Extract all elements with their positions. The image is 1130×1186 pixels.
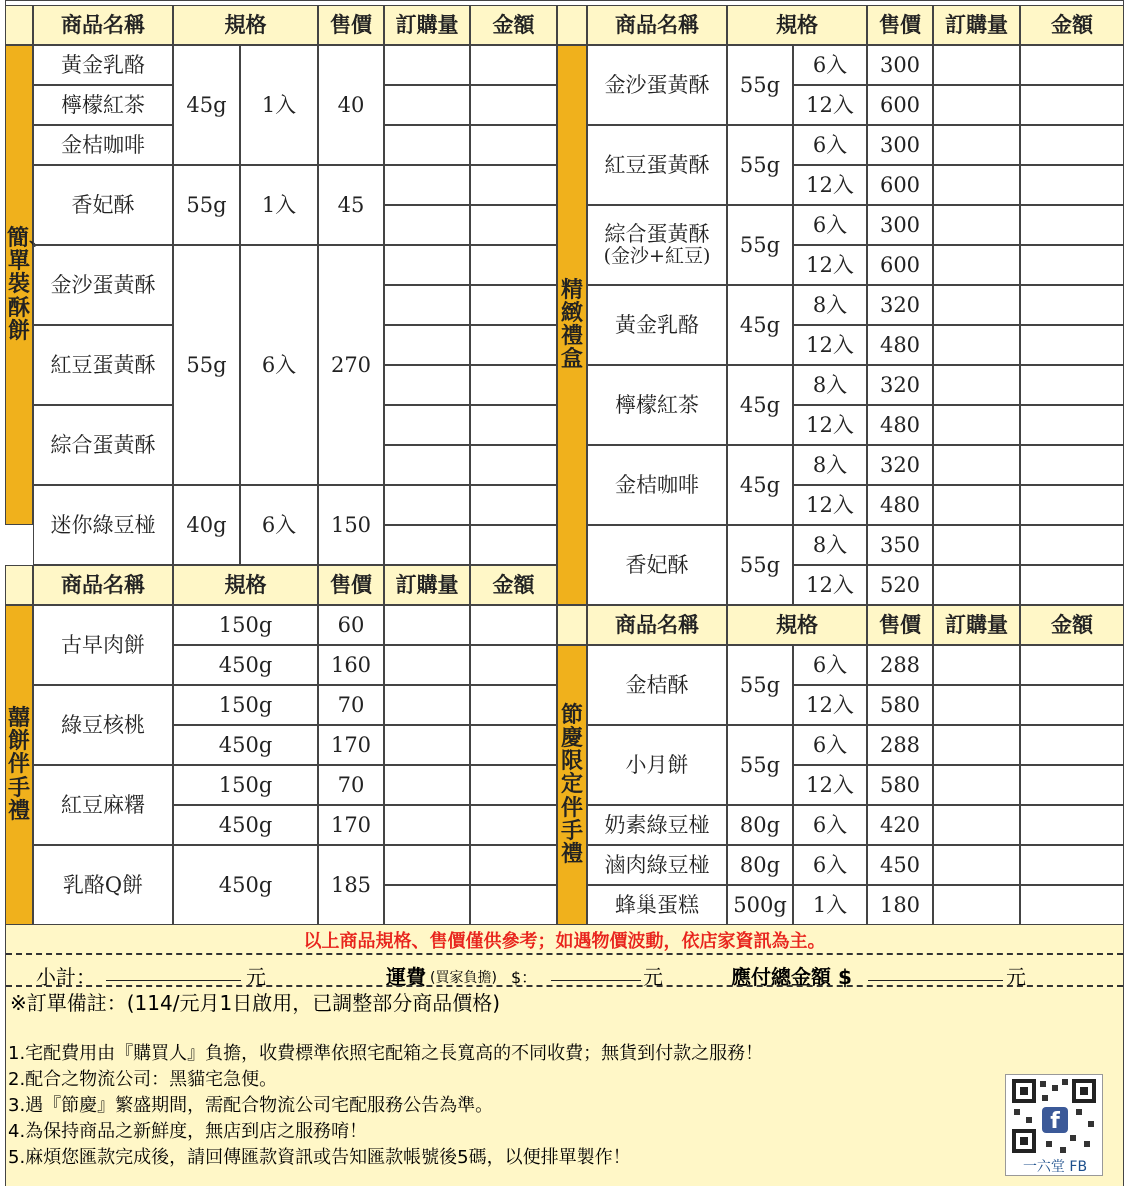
price: 600	[867, 165, 933, 205]
qty-cell[interactable]	[384, 405, 470, 445]
shipping-unit: 元	[643, 965, 663, 989]
spec-pack: 6入	[793, 805, 867, 845]
amount-cell[interactable]	[1020, 45, 1124, 85]
qty-cell[interactable]	[933, 485, 1020, 525]
amount-cell[interactable]	[470, 165, 557, 205]
amount-cell[interactable]	[470, 525, 557, 565]
spec-pack: 1入	[240, 45, 318, 165]
product-name: 金沙蛋黃酥	[587, 45, 727, 125]
giftbox-header-spec: 規格	[727, 5, 867, 45]
qty-cell[interactable]	[933, 565, 1020, 605]
price: 350	[867, 525, 933, 565]
note-item: 5.麻煩您匯款完成後，請回傳匯款資訊或告知匯款帳號後5碼，以便排單製作！	[8, 1147, 631, 1168]
price: 480	[867, 325, 933, 365]
wedding-header-price: 售價	[318, 565, 384, 605]
total-blank[interactable]	[868, 980, 1003, 981]
spec-weight: 55g	[173, 245, 240, 485]
qty-cell[interactable]	[384, 205, 470, 245]
qty-cell[interactable]	[384, 885, 470, 925]
amount-cell[interactable]	[470, 845, 557, 885]
festival-header-spec: 規格	[727, 605, 867, 645]
price: 580	[867, 765, 933, 805]
spec-pack: 12入	[793, 325, 867, 365]
qty-cell[interactable]	[384, 445, 470, 485]
qr-label: 一六堂 FB	[1022, 1159, 1088, 1175]
price: 420	[867, 805, 933, 845]
qty-cell[interactable]	[933, 165, 1020, 205]
qty-cell[interactable]	[384, 485, 470, 525]
category-label-gift_box	[557, 45, 587, 605]
qty-cell[interactable]	[384, 725, 470, 765]
festival-header-name: 商品名稱	[587, 605, 727, 645]
product-name: 黃金乳酪	[587, 285, 727, 365]
amount-cell[interactable]	[470, 765, 557, 805]
amount-cell[interactable]	[1020, 765, 1124, 805]
giftbox-header-price: 售價	[867, 5, 933, 45]
qty-cell[interactable]	[384, 285, 470, 325]
qty-cell[interactable]	[933, 205, 1020, 245]
corner-cell	[5, 565, 33, 605]
qty-cell[interactable]	[933, 525, 1020, 565]
dashed-divider	[6, 953, 1123, 955]
product-name: 綜合蛋黃酥	[33, 405, 173, 485]
spec-weight: 55g	[727, 205, 793, 285]
qty-cell[interactable]	[933, 445, 1020, 485]
qty-cell[interactable]	[384, 525, 470, 565]
giftbox-header-qty: 訂購量	[933, 5, 1020, 45]
amount-cell[interactable]	[470, 45, 557, 85]
spec-pack: 1入	[793, 885, 867, 925]
amount-cell[interactable]	[1020, 445, 1124, 485]
spec-weight: 45g	[727, 285, 793, 365]
product-name-text: 綜合蛋黃酥	[604, 222, 710, 246]
category-label-wedding_gift	[5, 605, 33, 925]
single-header-amount: 金額	[470, 5, 557, 45]
amount-cell[interactable]	[1020, 525, 1124, 565]
amount-cell[interactable]	[470, 685, 557, 725]
amount-cell[interactable]	[470, 205, 557, 245]
category-label-single_pastry	[5, 45, 52, 525]
spec-weight: 45g	[173, 45, 240, 165]
amount-cell[interactable]	[470, 405, 557, 445]
product-name: 香妃酥	[587, 525, 727, 605]
shipping-suffix: $：	[511, 968, 538, 987]
qty-cell[interactable]	[384, 125, 470, 165]
qty-cell[interactable]	[933, 125, 1020, 165]
shipping-blank[interactable]	[551, 980, 641, 981]
spec-pack: 8入	[793, 285, 867, 325]
qty-cell[interactable]	[384, 605, 470, 645]
price: 45	[318, 165, 384, 245]
amount-cell[interactable]	[1020, 645, 1124, 685]
category-text: 節慶限定伴手禮	[560, 703, 583, 867]
amount-cell[interactable]	[1020, 845, 1124, 885]
spec-weight: 55g	[727, 725, 793, 805]
spec-pack: 12入	[793, 165, 867, 205]
qty-cell[interactable]	[933, 765, 1020, 805]
spec-weight: 45g	[727, 365, 793, 445]
product-name: 奶素綠豆椪	[587, 805, 727, 845]
amount-cell[interactable]	[1020, 125, 1124, 165]
spec-pack: 12入	[793, 405, 867, 445]
amount-cell[interactable]	[470, 285, 557, 325]
spec: 450g	[173, 845, 318, 925]
spec-weight: 500g	[727, 885, 793, 925]
product-name: 金桔酥	[587, 645, 727, 725]
amount-cell[interactable]	[1020, 725, 1124, 765]
amount-cell[interactable]	[470, 645, 557, 685]
qty-cell[interactable]	[933, 845, 1020, 885]
order-footer	[5, 925, 1124, 1186]
price: 185	[318, 845, 384, 925]
amount-cell[interactable]	[1020, 485, 1124, 525]
price: 600	[867, 85, 933, 125]
price: 600	[867, 245, 933, 285]
spec-pack: 12入	[793, 245, 867, 285]
spec-weight: 55g	[727, 125, 793, 205]
subtotal-unit: 元	[246, 965, 266, 989]
spec-pack: 6入	[793, 45, 867, 85]
product-name: 紅豆蛋黃酥	[587, 125, 727, 205]
amount-cell[interactable]	[1020, 245, 1124, 285]
spec: 150g	[173, 605, 318, 645]
price: 70	[318, 765, 384, 805]
note-item: 4.為保持商品之新鮮度，無店到店之服務唷！	[8, 1121, 368, 1142]
spec-pack: 12入	[793, 685, 867, 725]
qty-cell[interactable]	[933, 645, 1020, 685]
single-header-price: 售價	[318, 5, 384, 45]
price: 60	[318, 605, 384, 645]
spec-weight: 80g	[727, 805, 793, 845]
qty-cell[interactable]	[384, 365, 470, 405]
total-label: 應付總金額 $	[731, 965, 852, 989]
single-header-spec: 規格	[173, 5, 318, 45]
product-name: 古早肉餅	[33, 605, 173, 685]
spec-weight: 45g	[727, 445, 793, 525]
amount-cell[interactable]	[470, 725, 557, 765]
qty-cell[interactable]	[933, 45, 1020, 85]
spec-pack: 12入	[793, 85, 867, 125]
spec-pack: 8入	[793, 525, 867, 565]
spec-pack: 6入	[240, 485, 318, 565]
price: 480	[867, 405, 933, 445]
product-name: 檸檬紅茶	[33, 85, 173, 125]
qty-cell[interactable]	[933, 405, 1020, 445]
subtotal-label: 小計：	[36, 965, 96, 989]
amount-cell[interactable]	[470, 605, 557, 645]
price: 580	[867, 685, 933, 725]
amount-cell[interactable]	[1020, 165, 1124, 205]
spec-pack: 12入	[793, 565, 867, 605]
spec: 450g	[173, 725, 318, 765]
spec-weight: 40g	[173, 485, 240, 565]
svg-text:f: f	[1050, 1109, 1060, 1134]
qty-cell[interactable]	[384, 685, 470, 725]
price-disclaimer: 以上商品規格、售價僅供參考；如遇物價波動，依店家資訊為主。	[303, 931, 826, 952]
amount-cell[interactable]	[1020, 85, 1124, 125]
amount-cell[interactable]	[470, 85, 557, 125]
spec: 450g	[173, 805, 318, 845]
price: 300	[867, 125, 933, 165]
product-name: 香妃酥	[33, 165, 173, 245]
price: 288	[867, 645, 933, 685]
product-name: 金桔咖啡	[587, 445, 727, 525]
spec-weight: 55g	[727, 645, 793, 725]
category-text: 囍餅伴手禮	[7, 706, 30, 824]
festival-header-price: 售價	[867, 605, 933, 645]
corner-cell	[5, 5, 33, 45]
price: 520	[867, 565, 933, 605]
price: 170	[318, 805, 384, 845]
price: 170	[318, 725, 384, 765]
festival-header-qty: 訂購量	[933, 605, 1020, 645]
category-label-festival_limited	[557, 645, 587, 925]
spec-weight: 55g	[727, 525, 793, 605]
spec-pack: 6入	[240, 245, 318, 485]
qty-cell[interactable]	[384, 845, 470, 885]
price: 320	[867, 365, 933, 405]
amount-cell[interactable]	[470, 485, 557, 525]
qty-cell[interactable]	[933, 285, 1020, 325]
spec-pack: 6入	[793, 725, 867, 765]
giftbox-header-amount: 金額	[1020, 5, 1124, 45]
product-name: 滷肉綠豆椪	[587, 845, 727, 885]
total-unit: 元	[1006, 965, 1026, 989]
note-item: 3.遇『節慶』繁盛期間，需配合物流公司宅配服務公告為準。	[8, 1095, 494, 1116]
price: 300	[867, 205, 933, 245]
price: 270	[318, 245, 384, 485]
note-item: 1.宅配費用由『購買人』負擔，收費標準依照宅配箱之長寬高的不同收費；無貨到付款之服務！	[8, 1043, 764, 1064]
subtotal-blank[interactable]	[106, 980, 241, 981]
amount-cell[interactable]	[1020, 405, 1124, 445]
product-name: 小月餅	[587, 725, 727, 805]
qty-cell[interactable]	[933, 885, 1020, 925]
product-name: 紅豆蛋黃酥	[33, 325, 173, 405]
amount-cell[interactable]	[470, 325, 557, 365]
price: 480	[867, 485, 933, 525]
notes-title: ※訂單備註：(114/元月1日啟用，已調整部分商品價格)	[10, 991, 500, 1015]
amount-cell[interactable]	[470, 245, 557, 285]
single-header-name: 商品名稱	[33, 5, 173, 45]
spec-pack: 12入	[793, 485, 867, 525]
qty-cell[interactable]	[933, 365, 1020, 405]
spec-pack: 1入	[240, 165, 318, 245]
spec: 150g	[173, 685, 318, 725]
price: 320	[867, 445, 933, 485]
price: 150	[318, 485, 384, 565]
qty-cell[interactable]	[933, 325, 1020, 365]
product-name: 乳酪Q餅	[33, 845, 173, 925]
price: 70	[318, 685, 384, 725]
spec-weight: 55g	[173, 165, 240, 245]
product-name: 紅豆麻糬	[33, 765, 173, 845]
amount-cell[interactable]	[470, 365, 557, 405]
amount-cell[interactable]	[1020, 365, 1124, 405]
price: 160	[318, 645, 384, 685]
product-name: 金沙蛋黃酥	[33, 245, 173, 325]
product-subtitle: (金沙+紅豆)	[603, 245, 711, 268]
amount-cell[interactable]	[1020, 285, 1124, 325]
amount-cell[interactable]	[1020, 205, 1124, 245]
price: 288	[867, 725, 933, 765]
product-name	[587, 205, 727, 285]
product-name: 綠豆核桃	[33, 685, 173, 765]
qty-cell[interactable]	[384, 165, 470, 205]
qty-cell[interactable]	[384, 45, 470, 85]
corner-cell	[557, 5, 587, 45]
spec: 150g	[173, 765, 318, 805]
spec-pack: 12入	[793, 765, 867, 805]
spec-pack: 8入	[793, 445, 867, 485]
amount-cell[interactable]	[1020, 805, 1124, 845]
corner-cell	[557, 605, 587, 645]
qty-cell[interactable]	[933, 245, 1020, 285]
qty-cell[interactable]	[384, 85, 470, 125]
shipping-note: (買家負擔)	[430, 970, 497, 986]
category-text: 精緻禮盒	[560, 277, 583, 373]
product-name: 金桔咖啡	[33, 125, 173, 165]
price: 450	[867, 845, 933, 885]
qty-cell[interactable]	[384, 245, 470, 285]
price: 320	[867, 285, 933, 325]
qty-cell[interactable]	[933, 685, 1020, 725]
qty-cell[interactable]	[384, 645, 470, 685]
product-name: 蜂巢蛋糕	[587, 885, 727, 925]
price: 40	[318, 45, 384, 165]
qty-cell[interactable]	[384, 325, 470, 365]
amount-cell[interactable]	[470, 445, 557, 485]
amount-cell[interactable]	[1020, 885, 1124, 925]
shipping-label: 運費	[386, 965, 426, 989]
spec-pack: 6入	[793, 845, 867, 885]
spec-pack: 8入	[793, 365, 867, 405]
price: 180	[867, 885, 933, 925]
wedding-header-qty: 訂購量	[384, 565, 470, 605]
product-name: 迷你綠豆椪	[33, 485, 173, 565]
giftbox-header-name: 商品名稱	[587, 5, 727, 45]
amount-cell[interactable]	[470, 885, 557, 925]
spec: 450g	[173, 645, 318, 685]
product-name: 黃金乳酪	[33, 45, 173, 85]
wedding-header-spec: 規格	[173, 565, 318, 605]
price: 300	[867, 45, 933, 85]
product-name: 檸檬紅茶	[587, 365, 727, 445]
spec-weight: 55g	[727, 45, 793, 125]
qty-cell[interactable]	[933, 85, 1020, 125]
amount-cell[interactable]	[1020, 565, 1124, 605]
wedding-header-amount: 金額	[470, 565, 557, 605]
category-text: 簡、單裝酥餅	[7, 226, 52, 344]
spec-pack: 6入	[793, 645, 867, 685]
qty-cell[interactable]	[933, 805, 1020, 845]
qty-cell[interactable]	[933, 725, 1020, 765]
single-header-qty: 訂購量	[384, 5, 470, 45]
amount-cell[interactable]	[470, 805, 557, 845]
note-item: 2.配合之物流公司：黑貓宅急便。	[8, 1069, 278, 1090]
amount-cell[interactable]	[470, 125, 557, 165]
spec-pack: 6入	[793, 125, 867, 165]
amount-cell[interactable]	[1020, 325, 1124, 365]
wedding-header-name: 商品名稱	[33, 565, 173, 605]
spec-pack: 6入	[793, 205, 867, 245]
festival-header-amount: 金額	[1020, 605, 1124, 645]
qty-cell[interactable]	[384, 765, 470, 805]
amount-cell[interactable]	[1020, 685, 1124, 725]
spec-weight: 80g	[727, 845, 793, 885]
qty-cell[interactable]	[384, 805, 470, 845]
